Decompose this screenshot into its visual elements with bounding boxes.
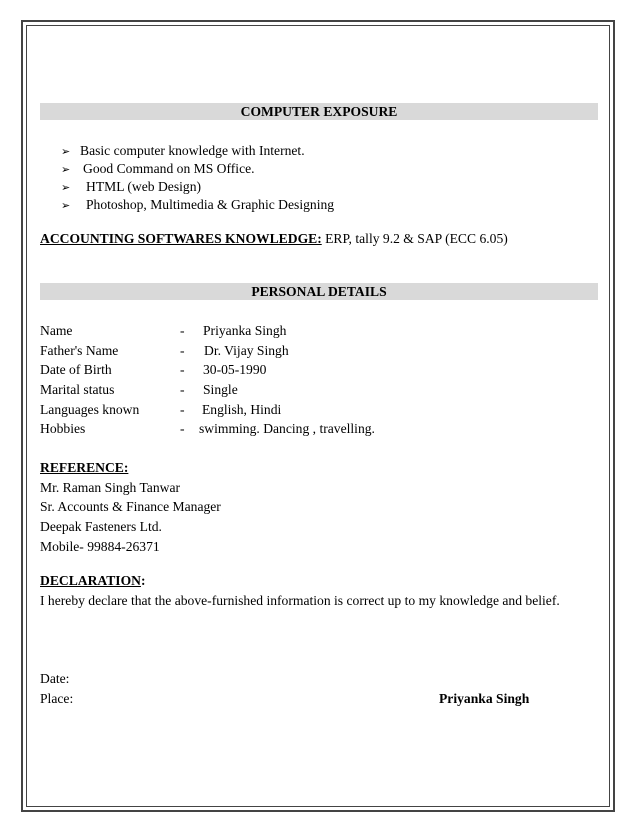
accounting-software-label: ACCOUNTING SOFTWARES KNOWLEDGE: <box>40 231 322 246</box>
personal-details-table <box>40 321 600 439</box>
arrow-bullet-icon: ➢ <box>61 199 71 212</box>
signature-name: Priyanka Singh <box>439 691 530 706</box>
computer-exposure-heading: COMPUTER EXPOSURE <box>40 103 598 120</box>
table-row: Marital status - Single <box>40 382 238 398</box>
accounting-software-line <box>40 229 508 249</box>
place-label: Place: <box>40 691 74 706</box>
table-row: Date of Birth - 30-05-1990 <box>40 362 267 378</box>
reference-company: Deepak Fasteners Ltd. <box>40 519 162 534</box>
reference-title: Sr. Accounts & Finance Manager <box>40 499 221 514</box>
list-item: ➢ Photoshop, Multimedia & Graphic Designing <box>61 196 334 214</box>
list-item: ➢ HTML (web Design) <box>61 178 334 196</box>
list-item: ➢ Basic computer knowledge with Internet. <box>61 142 334 160</box>
declaration-colon: : <box>140 573 146 588</box>
reference-name: Mr. Raman Singh Tanwar <box>40 480 181 495</box>
declaration-heading: DECLARATION <box>40 573 141 588</box>
list-item: ➢ Good Command on MS Office. <box>61 160 334 178</box>
reference-mobile: Mobile- 99884-26371 <box>40 539 160 554</box>
computer-skills-list <box>61 142 334 214</box>
table-row: Languages known - English, Hindi <box>40 401 282 417</box>
declaration-heading-line <box>40 571 146 591</box>
accounting-software-value: ERP, tally 9.2 & SAP (ECC 6.05) <box>321 231 508 246</box>
table-row: Name - Priyanka Singh <box>40 323 287 338</box>
arrow-bullet-icon: ➢ <box>61 145 71 158</box>
table-row: Father's Name - Dr. Vijay Singh <box>40 342 289 358</box>
date-label: Date: <box>40 671 70 686</box>
arrow-bullet-icon: ➢ <box>61 163 71 176</box>
arrow-bullet-icon: ➢ <box>61 181 71 194</box>
declaration-text: I hereby declare that the above-furnished information is correct up to my knowledge and belief. <box>40 593 560 608</box>
personal-details-heading: PERSONAL DETAILS <box>40 283 598 300</box>
table-row: Hobbies - swimming. Dancing , travelling. <box>40 421 375 437</box>
reference-heading: REFERENCE: <box>40 460 129 475</box>
